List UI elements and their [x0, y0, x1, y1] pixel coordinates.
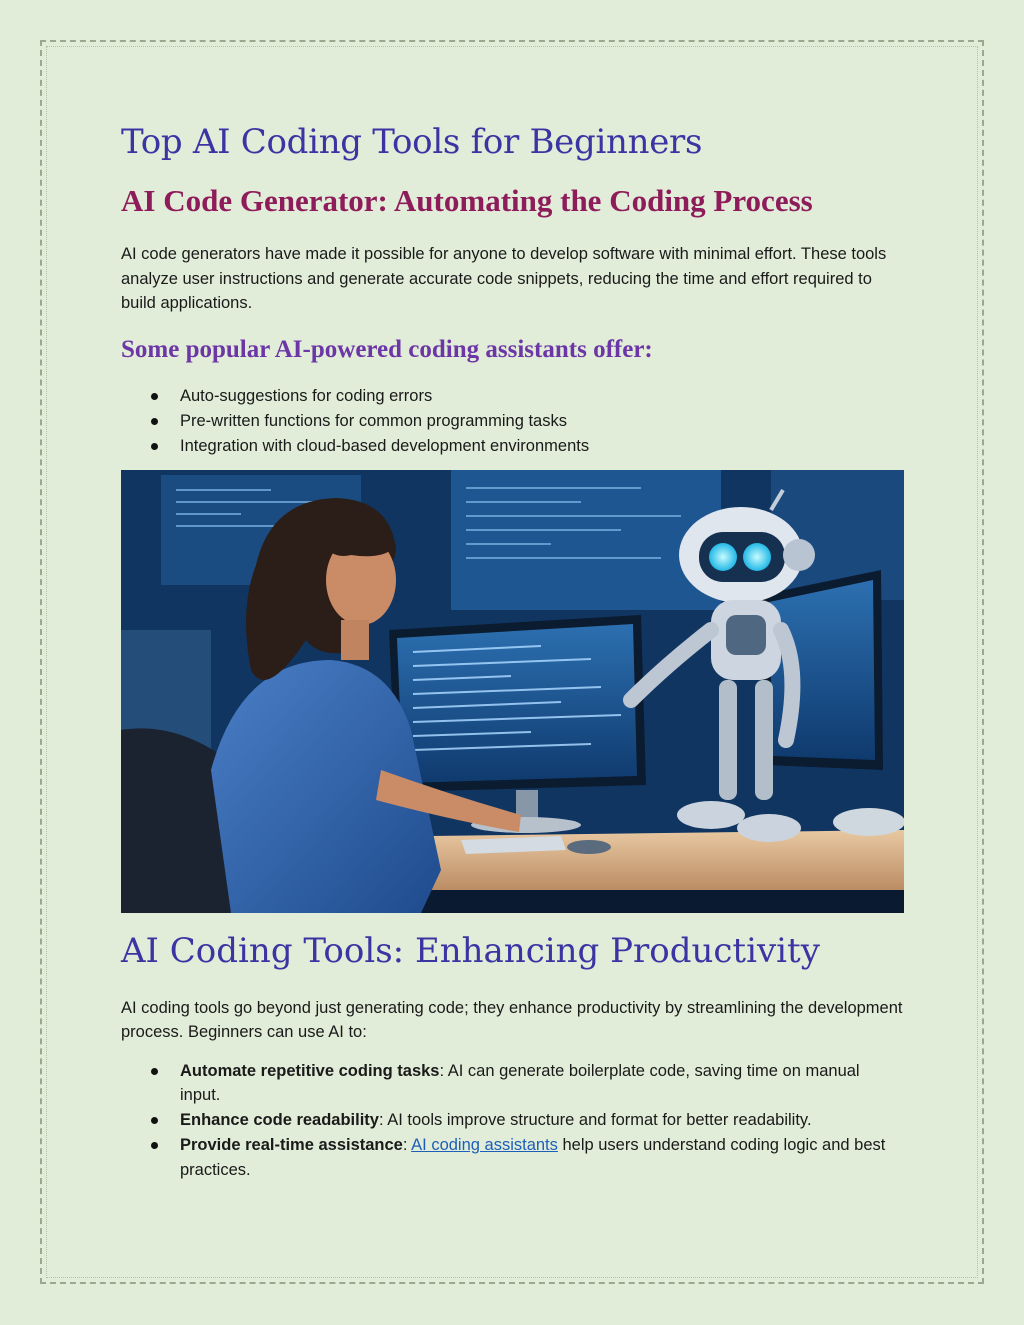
- bullet-icon: [151, 1117, 158, 1124]
- illustration-svg: [121, 470, 904, 913]
- bullet-icon: [151, 1068, 158, 1075]
- list-item: [180, 409, 904, 434]
- list-item-text: Auto-suggestions for coding errors: [180, 386, 433, 405]
- section2-bullet-list: [121, 1059, 904, 1183]
- list-item-text: :: [402, 1135, 412, 1154]
- bullet-icon: [151, 418, 158, 425]
- list-item: [180, 1108, 904, 1133]
- section2-heading: AI Coding Tools: Enhancing Productivity: [121, 930, 820, 971]
- section1-list-heading: Some popular AI-powered coding assistants offer:: [121, 335, 653, 363]
- list-item-text: : AI tools improve structure and format for better readability.: [378, 1111, 812, 1130]
- section1-bullet-list: [121, 384, 904, 459]
- section1-heading: AI Code Generator: Automating the Coding Process: [121, 183, 813, 218]
- bullet-icon: [151, 443, 158, 450]
- list-item-bold: Automate repetitive coding tasks: [180, 1061, 440, 1080]
- list-item-bold: Provide real-time assistance: [180, 1135, 403, 1154]
- hero-illustration: [121, 470, 904, 913]
- list-item-text-after: help users understand coding logic and best practices.: [180, 1135, 886, 1179]
- list-item: [180, 434, 904, 459]
- list-item-text: Integration with cloud-based development environments: [180, 436, 590, 455]
- list-item-text: Pre-written functions for common programming tasks: [180, 411, 567, 430]
- list-item-text: : AI can generate boilerplate code, saving time on manual input.: [180, 1061, 860, 1105]
- bullet-icon: [151, 393, 158, 400]
- list-item: [180, 1133, 904, 1183]
- document-body: [121, 112, 904, 1182]
- section2-paragraph: AI coding tools go beyond just generating code; they enhance productivity by streamlining the development process. Beginners can use AI to:: [121, 998, 903, 1041]
- section1-paragraph: AI code generators have made it possible for anyone to develop software with minimal effort. These tools analyze user instructions and generate accurate code snippets, reducing the time and effort required to build applications.: [121, 245, 887, 312]
- list-item: [180, 384, 904, 409]
- list-item: [180, 1059, 904, 1109]
- bullet-icon: [151, 1142, 158, 1149]
- list-item-bold: Enhance code readability: [180, 1111, 379, 1130]
- page-title: Top AI Coding Tools for Beginners: [121, 122, 703, 162]
- ai-coding-assistants-link[interactable]: AI coding assistants: [411, 1135, 558, 1154]
